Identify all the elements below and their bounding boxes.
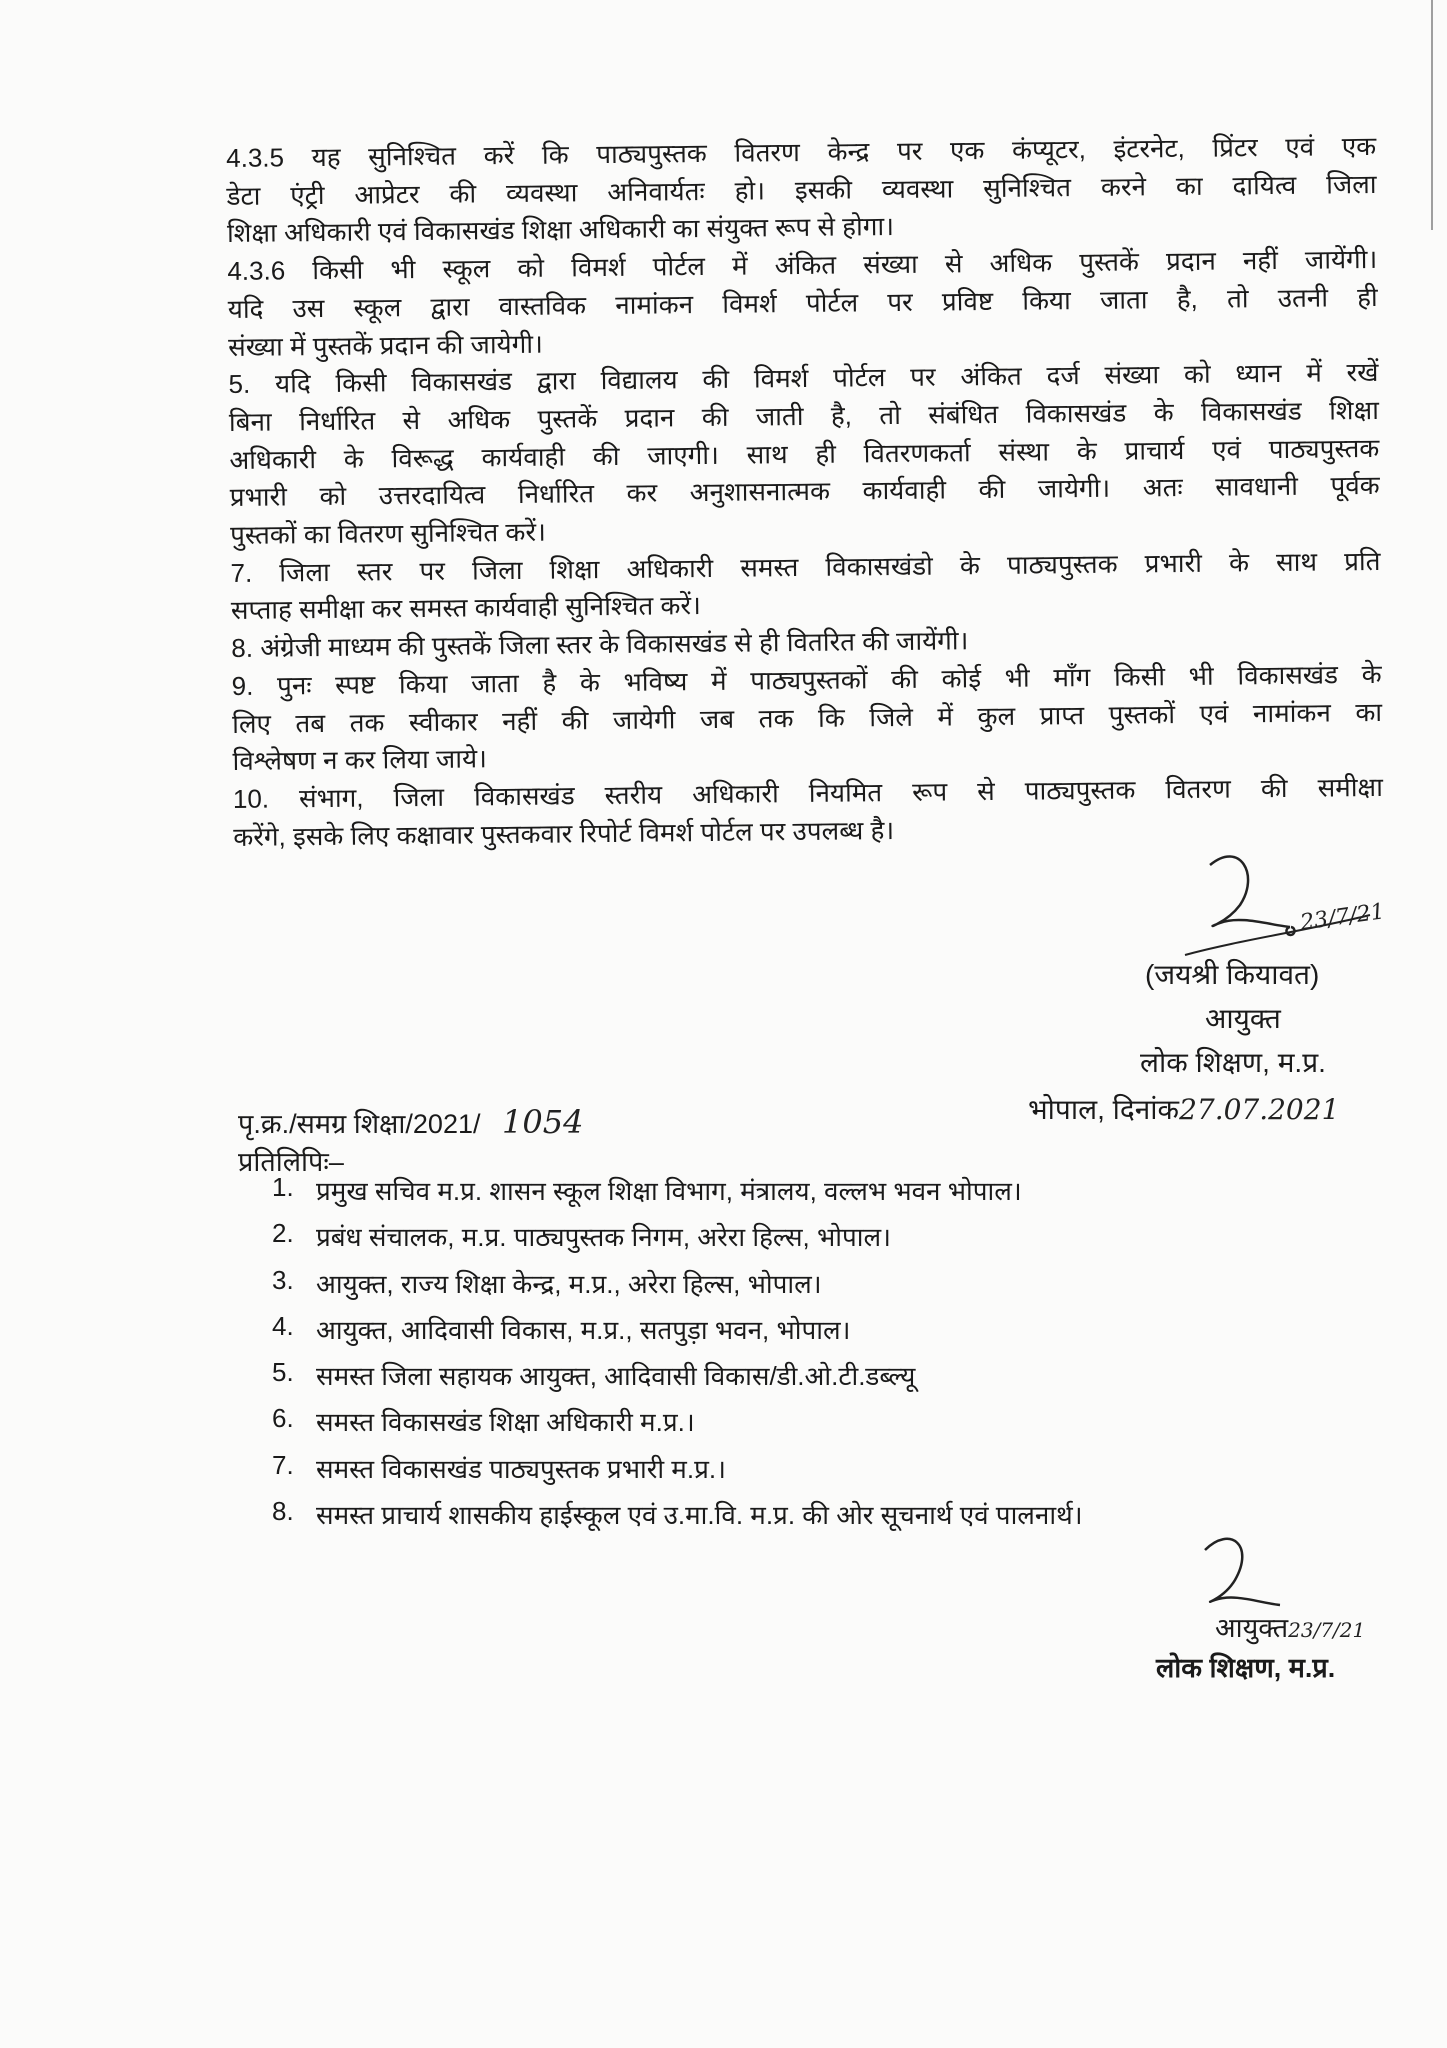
text-line: डेटा एंट्री आप्रेटर की व्यवस्था अनिवार्यतः हो। इसकी व्यवस्था सुनिश्चित करने का दायित्व जिला (226, 168, 1377, 211)
cc-item-text: प्रमुख सचिव म.प्र. शासन स्कूल शिक्षा विभाग, मंत्रालय, वल्लभ भवन भोपाल। (316, 1176, 1022, 1206)
paragraph (232, 656, 1383, 781)
cc-item-text: आयुक्त, आदिवासी विकास, म.प्र., सतपुड़ा भवन, भोपाल। (316, 1314, 851, 1345)
text-line: लिए तब तक स्वीकार नहीं की जायेगी जब तक कि जिले में कुल प्राप्त पुस्तकों एवं नामांकन का (231, 696, 1383, 739)
cc-item-number: 1. (272, 1172, 294, 1202)
reference-handwritten-number: 1054 (502, 1103, 584, 1141)
cc-list-item (272, 1496, 1083, 1542)
paragraph (227, 241, 1378, 366)
cc-item-number: 3. (272, 1264, 294, 1295)
text-line: बिना निर्धारित से अधिक पुस्तकें प्रदान की जाती है, तो संबंधित विकासखंड के विकासखंड शिक्षा (228, 394, 1380, 437)
text-line: यदि उस स्कूल द्वारा वास्तविक नामांकन विमर्श पोर्टल पर प्रविष्ट किया जाता है, तो उतनी ही (227, 281, 1378, 324)
cc-item-number: 8. (272, 1496, 294, 1527)
closing-designation (1215, 1608, 1365, 1645)
cc-list-item (272, 1311, 1083, 1357)
cc-list-item (272, 1218, 1083, 1264)
cc-list-item (272, 1265, 1083, 1311)
cc-list (272, 1172, 1083, 1542)
cc-list-item (272, 1357, 1083, 1403)
body-text (226, 128, 1383, 856)
text-line: 4.3.6 किसी भी स्कूल को विमर्श पोर्टल में अंकित संख्या से अधिक पुस्तकें प्रदान नहीं जायेंगी। (227, 244, 1378, 287)
text-line: संख्या में पुस्तकें प्रदान की जायेगी। (228, 328, 544, 362)
text-line: शिक्षा अधिकारी एवं विकासखंड शिक्षा अधिकारी का संयुक्त रूप से होगा। (226, 211, 895, 249)
signatory-name: (जयश्री कियावत) (1145, 959, 1320, 990)
text-line: अधिकारी के विरूद्ध कार्यवाही की जाएगी। साथ ही वितरणकर्ता संस्था के प्राचार्य एवं पाठ्यपुस्तक (229, 432, 1380, 475)
paragraph (226, 128, 1377, 253)
cc-item-text: समस्त विकासखंड शिक्षा अधिकारी म.प्र.। (316, 1407, 695, 1438)
cc-item-number: 2. (272, 1218, 294, 1249)
text-line: 5. यदि किसी विकासखंड द्वारा विद्यालय की विमर्श पोर्टल पर अंकित दर्ज संख्या को ध्यान में रखें (228, 357, 1379, 400)
text-line: पुस्तकों का वितरण सुनिश्चित करें। (229, 516, 547, 551)
page-edge-mark (1431, 0, 1447, 230)
cc-list-item (272, 1450, 1083, 1496)
text-line: 4.3.5 यह सुनिश्चित करें कि पाठ्यपुस्तक वितरण केन्द्र पर एक कंप्यूटर, इंटरनेट, प्रिंटर एवं एक (226, 130, 1377, 173)
reference-number (238, 1103, 583, 1141)
reference-label: पृ.क्र./समग्र शिक्षा/2021/ (238, 1109, 481, 1139)
cc-item-number: 4. (272, 1310, 294, 1341)
cc-list-item (272, 1403, 1083, 1449)
cc-item-number: 6. (272, 1403, 294, 1434)
text-line: 8. अंग्रेजी माध्यम की पुस्तकें जिला स्तर के विकासखंड से ही वितरित की जायेंगी। (231, 625, 969, 664)
signatory-office: लोक शिक्षण, म.प्र. (1140, 1047, 1326, 1078)
paragraph (233, 769, 1384, 856)
cc-item-text: समस्त प्राचार्य शासकीय हाईस्कूल एवं उ.मा.वि. म.प्र. की ओर सूचनार्थ एवं पालनार्थ। (316, 1500, 1083, 1531)
paragraph (230, 543, 1381, 630)
text-line: 10. संभाग, जिला विकासखंड स्तरीय अधिकारी नियमित रूप से पाठ्यपुस्तक वितरण की समीक्षा (232, 771, 1383, 814)
text-line: 7. जिला स्तर पर जिला शिक्षा अधिकारी समस्त विकासखंडो के पाठ्यपुस्तक प्रभारी के साथ प्रति (230, 545, 1381, 588)
signatory-designation: आयुक्त (1205, 1003, 1281, 1034)
cc-item-text: समस्त विकासखंड पाठ्यपुस्तक प्रभारी म.प्र.। (316, 1453, 726, 1484)
closing-designation-text: आयुक्त (1215, 1613, 1289, 1643)
text-line: करेंगे, इसके लिए कक्षावार पुस्तकवार रिपोर्ट विमर्श पोर्टल पर उपलब्ध है। (233, 814, 895, 852)
cc-list-item (272, 1172, 1083, 1218)
cc-item-text: प्रबंध संचालक, म.प्र. पाठ्यपुस्तक निगम, अरेरा हिल्स, भोपाल। (316, 1222, 891, 1253)
closing-office: लोक शिक्षण, म.प्र. (1156, 1653, 1336, 1683)
cc-item-number: 5. (272, 1357, 294, 1388)
signature-date: 23/7/21 (1298, 899, 1387, 936)
place-date-label: भोपाल, दिनांक (1028, 1094, 1180, 1125)
text-line: विश्लेषण न कर लिया जाये। (232, 743, 488, 777)
text-line: प्रभारी को उत्तरदायित्व निर्धारित कर अनुशासनात्मक कार्यवाही की जायेगी। अतः सावधानी पूर्वक (229, 470, 1380, 513)
paragraph (228, 354, 1380, 555)
text-line: सप्ताह समीक्षा कर समस्त कार्यवाही सुनिश्चित करें। (230, 590, 702, 626)
cc-item-number: 7. (272, 1449, 294, 1480)
place-date (1028, 1090, 1339, 1128)
copy-label: प्रतिलिपिः– (238, 1147, 344, 1177)
handwritten-date: 27.07.2021 (1179, 1093, 1340, 1126)
closing-date: 23/7/21 (1288, 1618, 1366, 1642)
cc-item-text: समस्त जिला सहायक आयुक्त, आदिवासी विकास/डी.ओ.टी.डब्ल्यू (316, 1361, 916, 1392)
text-line: 9. पुनः स्पष्ट किया जाता है के भविष्य में पाठ्यपुस्तकों की कोई भी माँग किसी भी विकासखंड के (231, 658, 1382, 701)
cc-item-text: आयुक्त, राज्य शिक्षा केन्द्र, म.प्र., अरेरा हिल्स, भोपाल। (316, 1268, 822, 1299)
